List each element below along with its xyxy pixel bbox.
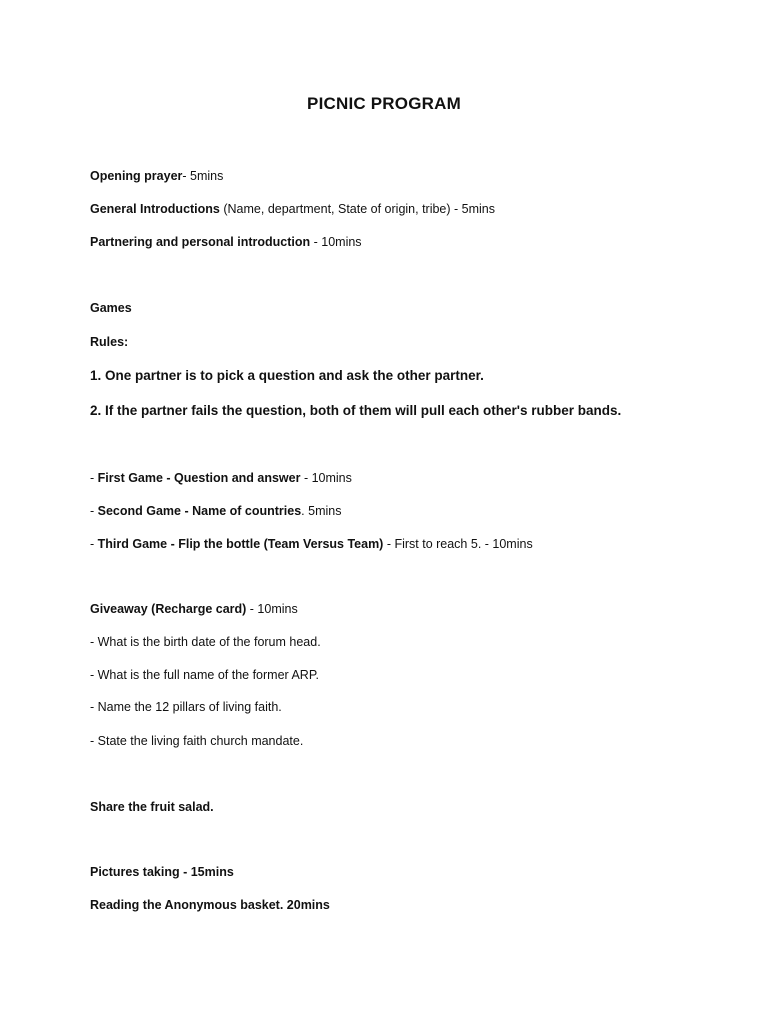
partnering-line [90, 234, 362, 250]
fruit-salad-text: Share the fruit salad. [90, 800, 214, 814]
game-list-prefix: - [90, 504, 98, 518]
pictures-line [90, 864, 234, 880]
game-list-label: Second Game - Name of countries [97, 504, 302, 518]
opening-prayer-label: Opening prayer [90, 169, 183, 183]
game-list-duration: - 10mins [300, 471, 352, 485]
pictures-text: Pictures taking - 15mins [90, 865, 234, 879]
rules-heading [90, 334, 128, 350]
giveaway-question: - State the living faith church mandate. [90, 734, 304, 748]
game-list-item [90, 503, 341, 519]
rule-item: 1. One partner is to pick a question and ask the other partner. [90, 368, 484, 383]
giveaway-question: - Name the 12 pillars of living faith. [90, 700, 282, 714]
reading-text: Reading the Anonymous basket. 20mins [90, 898, 330, 912]
game-list-prefix: - [90, 471, 98, 485]
giveaway-question: - What is the full name of the former ARP. [90, 668, 320, 682]
fruit-salad-line [90, 799, 214, 815]
game-list-duration: - First to reach 5. - 10mins [383, 537, 533, 551]
rule-item: 2. If the partner fails the question, both of them will pull each other's rubber bands. [90, 403, 622, 418]
general-introductions-detail: (Name, department, State of origin, tribe) - 5mins [219, 202, 496, 216]
partnering-duration: - 10mins [310, 235, 362, 249]
giveaway-label: Giveaway (Recharge card) [90, 602, 247, 616]
games-heading-text: Games [90, 301, 132, 315]
giveaway-line [90, 601, 298, 617]
game-list-duration: . 5mins [301, 504, 342, 518]
partnering-label: Partnering and personal introduction [90, 235, 311, 249]
page-title: PICNIC PROGRAM [307, 94, 461, 113]
game-list-prefix: - [90, 537, 98, 551]
game-list-label: Third Game - Flip the bottle (Team Versus Team) [97, 537, 384, 551]
opening-prayer-duration: - 5mins [182, 169, 224, 183]
general-introductions-label: General Introductions [90, 202, 220, 216]
game-list-item [90, 470, 352, 486]
games-heading [90, 300, 132, 316]
opening-prayer-line [90, 168, 223, 184]
general-introductions-line [90, 201, 495, 217]
game-list-label: First Game - Question and answer [97, 471, 301, 485]
game-list-item [90, 536, 533, 552]
giveaway-duration: - 10mins [246, 602, 298, 616]
giveaway-question: - What is the birth date of the forum head. [90, 635, 321, 649]
rules-heading-text: Rules: [90, 335, 129, 349]
reading-line [90, 897, 330, 913]
